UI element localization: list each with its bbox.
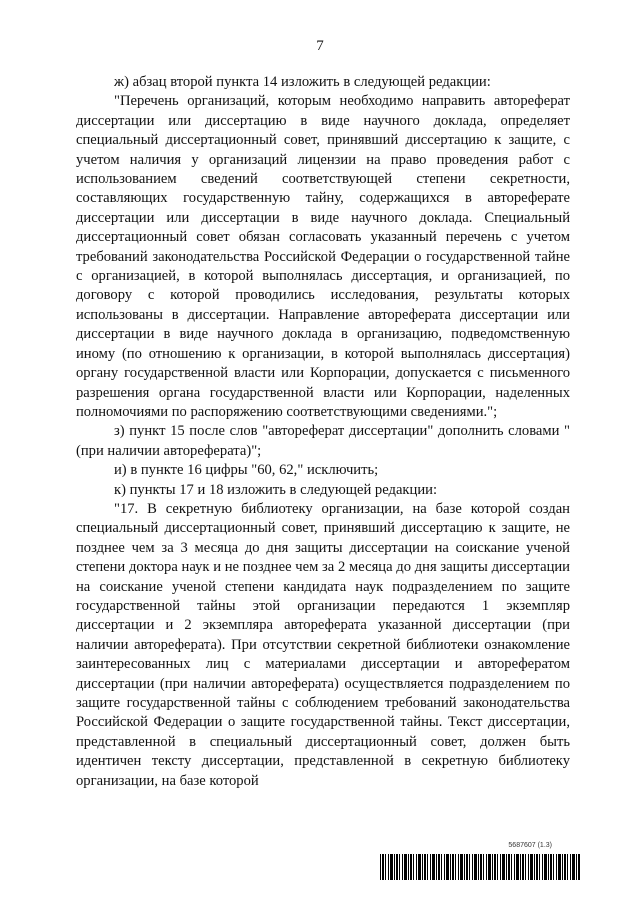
paragraph: "17. В секретную библиотеку организации, на базе которой создан специальный диссертационный совет, принявший диссертацию к защите, не позднее чем за 3 месяца до дня защиты диссертации на соискание ученой степени доктора наук и не позднее чем за 2 месяца до дня защиты диссертации на соискание ученой степени кандидата наук подразделением по защите государственной тайны этой организации передаются 1 экземпляр диссертации и 2 экземпляра автореферата указанной диссертации (при наличии автореферата). При отсутствии секретной библиотеки ознакомление заинтересованных лиц с материалами диссертации и авторефератом диссертации (при наличии автореферата) осуществляется подразделением по защите государственной тайны с соблюдением требований законодательства Российской Федерации о защите государственной тайны. Текст диссертации, представленной в специальный диссертационный совет, должен быть идентичен тексту диссертации, представленной в секретную библиотеку организации, на базе которой	[76, 500, 570, 789]
page-number: 7	[316, 38, 324, 54]
paragraph: и) в пункте 16 цифры "60, 62," исключить;	[114, 462, 379, 479]
paragraph: "Перечень организаций, которым необходимо направить автореферат диссертации или диссертацию в виде научного доклада, определяет специальный диссертационный совет, принявший диссертацию к защите, с учетом наличия у организаций лицензии на право проведения работ с использованием сведений соответствующей степени секретности, составляющих государственную тайну, содержащихся в автореферате диссертации или диссертации в виде научного доклада. Специальный диссертационный совет обязан согласовать указанный перечень с учетом требований законодательства Российской Федерации о государственной тайне с организацией, в которой выполнялась диссертация, и организацией, по договору с которой проводились исследования, результаты которых использованы в диссертации. Направление автореферата диссертации или диссертации в виде научного доклада в организацию, подведомственную иному (по отношению к организации, в которой выполнялась диссертация) органу государственной власти или Корпорации, допускается с письменного разрешения органа государственной власти или Корпорации, наделенных полномочиями по распоряжению соответствующими сведениями.";	[76, 93, 570, 420]
barcode-icon	[380, 854, 580, 880]
document-body	[76, 73, 570, 791]
barcode-code: 5687607 (1.3)	[508, 842, 552, 849]
paragraph: к) пункты 17 и 18 изложить в следующей редакции:	[114, 481, 437, 498]
paragraph: з) пункт 15 после слов "автореферат диссертации" дополнить словами "(при наличии автореферата)";	[76, 423, 570, 459]
paragraph: ж) абзац второй пункта 14 изложить в следующей редакции:	[114, 74, 491, 90]
barcode-block	[380, 842, 580, 882]
